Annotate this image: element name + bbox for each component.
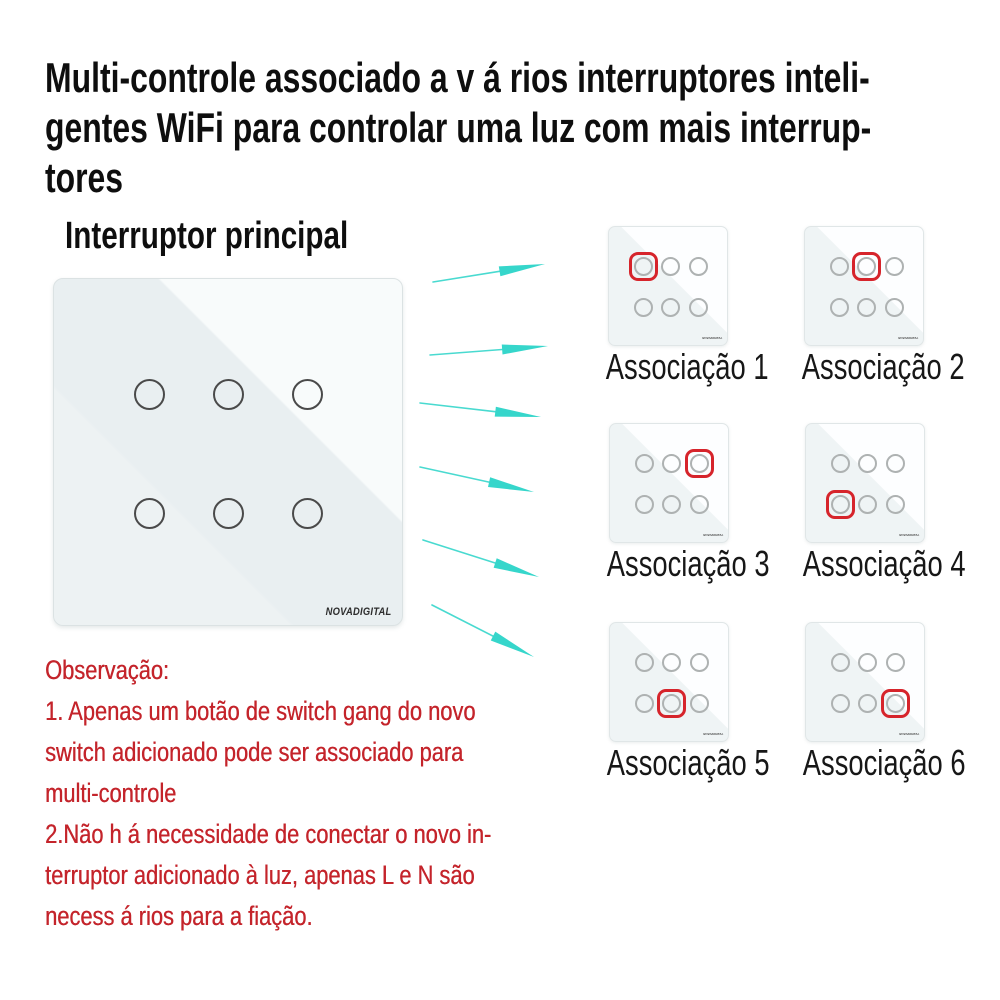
switch-button [661, 257, 680, 276]
switch-button [831, 694, 850, 713]
switch-button [858, 694, 877, 713]
switch-button [830, 298, 849, 317]
switch-button [213, 498, 244, 529]
switch-button [689, 257, 708, 276]
mini-switch-panel-3 [609, 423, 729, 543]
switch-button [635, 454, 654, 473]
switch-button [858, 495, 877, 514]
switch-button [662, 653, 681, 672]
association-arrow-4-icon [420, 467, 534, 492]
note-line: necess á rios para a fiação. [45, 901, 313, 931]
association-2 [801, 226, 965, 387]
mini-switch-panel-2 [804, 226, 924, 346]
note-line: 2.Não h á necessidade de conectar o novo in- [45, 819, 492, 849]
switch-button [213, 379, 244, 410]
brand-logo: NOVADIGITAL [897, 336, 918, 340]
highlight-ring [826, 490, 855, 519]
switch-button [830, 257, 849, 276]
notes-heading: Observação: [45, 655, 169, 685]
brand-logo: NOVADIGITAL [702, 533, 723, 537]
switch-button [661, 298, 680, 317]
switch-button [886, 653, 905, 672]
association-arrow-5-icon [423, 540, 539, 577]
switch-button [292, 379, 323, 410]
association-5 [606, 622, 770, 783]
highlight-ring [685, 449, 714, 478]
switch-button [689, 298, 708, 317]
association-4 [802, 423, 966, 584]
switch-button [635, 495, 654, 514]
page-title [45, 53, 871, 203]
highlight-ring [657, 689, 686, 718]
switch-button [886, 495, 905, 514]
association-6 [802, 622, 966, 783]
brand-logo: NOVADIGITAL [702, 732, 723, 736]
brand-logo: NOVADIGITAL [898, 732, 919, 736]
switch-button [885, 257, 904, 276]
switch-button [858, 653, 877, 672]
association-6-label: Associação 6 [802, 742, 966, 783]
switch-button [857, 298, 876, 317]
switch-button [662, 454, 681, 473]
brand-logo: NOVADIGITAL [898, 533, 919, 537]
association-3 [606, 423, 770, 584]
brand-logo: NOVADIGITAL [325, 606, 391, 618]
mini-switch-panel-5 [609, 622, 729, 742]
association-1 [605, 226, 769, 387]
association-arrow-2-icon [430, 345, 548, 355]
switch-button [662, 495, 681, 514]
switch-button [831, 454, 850, 473]
switch-button [635, 694, 654, 713]
brand-logo: NOVADIGITAL [701, 336, 722, 340]
switch-button [292, 498, 323, 529]
mini-switch-panel-1 [608, 226, 728, 346]
association-2-label: Associação 2 [801, 346, 965, 387]
switch-button [690, 495, 709, 514]
main-switch-heading: Interruptor principal [65, 215, 349, 257]
note-line: switch adicionado pode ser associado para [45, 737, 464, 767]
association-1-label: Associação 1 [605, 346, 769, 387]
highlight-ring [629, 252, 658, 281]
main-switch-panel [53, 278, 403, 626]
switch-button [134, 379, 165, 410]
mini-switch-panel-6 [805, 622, 925, 742]
switch-button [690, 653, 709, 672]
switch-button [886, 454, 905, 473]
association-arrow-3-icon [420, 403, 541, 417]
title-line-3: tores [45, 154, 124, 201]
association-4-label: Associação 4 [802, 543, 966, 584]
note-line: multi-controle [45, 778, 177, 808]
switch-button [885, 298, 904, 317]
switch-button [831, 653, 850, 672]
association-5-label: Associação 5 [606, 742, 770, 783]
title-line-2: gentes WiFi para controlar uma luz com mais interrup- [45, 104, 872, 151]
switch-button [858, 454, 877, 473]
switch-button [634, 298, 653, 317]
switch-button [635, 653, 654, 672]
highlight-ring [881, 689, 910, 718]
switch-button [134, 498, 165, 529]
note-line: terruptor adicionado à luz, apenas L e N são [45, 860, 475, 890]
title-line-1: Multi-controle associado a v á rios interruptores inteli- [45, 54, 870, 101]
association-arrow-1-icon [433, 264, 545, 282]
mini-switch-panel-4 [805, 423, 925, 543]
note-line: 1. Apenas um botão de switch gang do novo [45, 696, 476, 726]
association-3-label: Associação 3 [606, 543, 770, 584]
switch-button [690, 694, 709, 713]
highlight-ring [852, 252, 881, 281]
observation-notes [45, 650, 491, 937]
